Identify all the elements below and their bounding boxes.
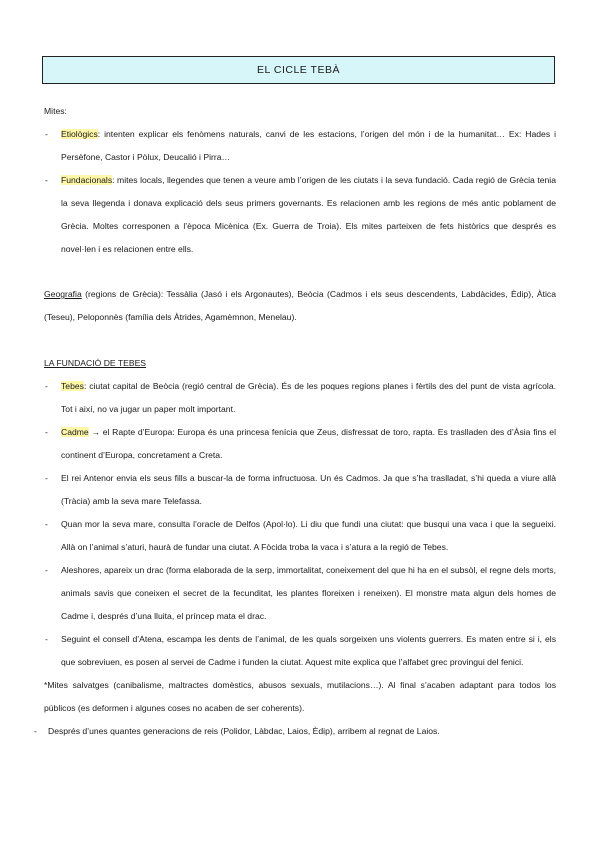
term-highlight: Cadme: [61, 427, 89, 437]
list-item: [44, 513, 556, 559]
geografia-text: (regions de Grècia): Tessàlia (Jasó i els Argonautes), Beòcia (Cadmos i els seus descendents, Labdàcides, Èdip), Àtica (Teseu), Peloponnès (família dels Àtrides, Agamèmnon, Menelau).: [44, 289, 556, 322]
item-text: Aleshores, apareix un drac (forma elaborada de la serp, immortalitat, coneixement del que hi ha en el subsòl, el regne dels morts, animals savis que coneixen el secret de la fecunditat, les plantes floreixen i reneixen). El monstre mata algun dels homes de Cadme i, després d’una lluita, el príncep mata el drac.: [61, 565, 556, 621]
fundacio-list: [44, 375, 556, 674]
term-highlight: Etiològics: [61, 129, 98, 139]
list-item: [44, 169, 556, 261]
note-paragraph: *Mites salvatges (canibalisme, maltractes domèstics, abusos sexuals, mutilacions…). Al final s’acaben adaptant para todos los públicos (es deformen i algunes coses no acaben de ser coherents).: [44, 680, 556, 713]
document-body: [44, 100, 556, 743]
list-item: [44, 421, 556, 467]
term-highlight: Fundacionals: [61, 175, 113, 185]
item-text: El rei Antenor envia els seus fills a buscar-la de forma infructuosa. Un és Cadmos. Ja que s’ha traslladat, s’hi queda a viure allà (Tràcia) amb la seva mare Telefassa.: [61, 473, 556, 506]
item-text: → el Rapte d’Europa: Europa és una princesa fenícia que Zeus, disfressat de toro, rapta. Es traslladen des d’Àsia fins el continent d’Europa, concretament a Creta.: [61, 427, 556, 460]
list-item: [44, 559, 556, 628]
mites-list: [44, 123, 556, 261]
item-text: Seguint el consell d’Atena, escampa les dents de l’animal, de les quals sorgeixen uns violents guerrers. Es maten entre si i, els que sobreviuen, es posen al servei de Cadme i funden la ciutat. Aquest mite explica que l’alfabet grec provingui del fenici.: [61, 634, 556, 667]
term-highlight: Tebes: [61, 381, 84, 391]
list-item: [44, 123, 556, 169]
list-item: [44, 375, 556, 421]
item-text: Quan mor la seva mare, consulta l’oracle de Delfos (Apol·lo). Li diu que fundi una ciutat: que busqui una vaca i que la segueixi. Allà on l’animal s’aturi, haurà de fundar una ciutat. A Fòcida troba la vaca i s’atura a la regió de Tebes.: [61, 519, 556, 552]
page-title: EL CICLE TEBÀ: [42, 56, 555, 84]
mites-label: Mites:: [44, 106, 67, 116]
item-text: : mites locals, llegendes que tenen a veure amb l’origen de les ciutats i la seva fundació. Cada regió de Grècia tenia la seva llegenda i donava explicació dels seus primers governants. Es relacionen amb les regions de més antic poblament de Grècia. Moltes corresponen a l’època Micènica (Ex. Guerra de Troia). Els mites parteixen de fets històrics que després es novel·len i es relacionen entre ells.: [61, 175, 556, 254]
list-item: [44, 628, 556, 674]
geografia-term: Geografia: [44, 289, 82, 299]
item-text: : ciutat capital de Beòcia (regió central de Grècia). És de les poques regions planes i fèrtils des del punt de vista agrícola. Tot i així, no va jugar un paper molt important.: [61, 381, 556, 414]
geografia-paragraph: [44, 283, 556, 329]
closing-item: - Després d’unes quantes generacions de reis (Polidor, Làbdac, Laios, Èdip), arribem al regnat de Laios.: [34, 720, 556, 743]
section-heading: LA FUNDACIÓ DE TEBES: [44, 358, 147, 368]
item-text: : intenten explicar els fenòmens naturals, canvi de les estacions, l’origen del món i de la humanitat… Ex: Hades i Persèfone, Castor i Pòlux, Deucalió i Pirra…: [61, 129, 556, 162]
list-item: [44, 467, 556, 513]
